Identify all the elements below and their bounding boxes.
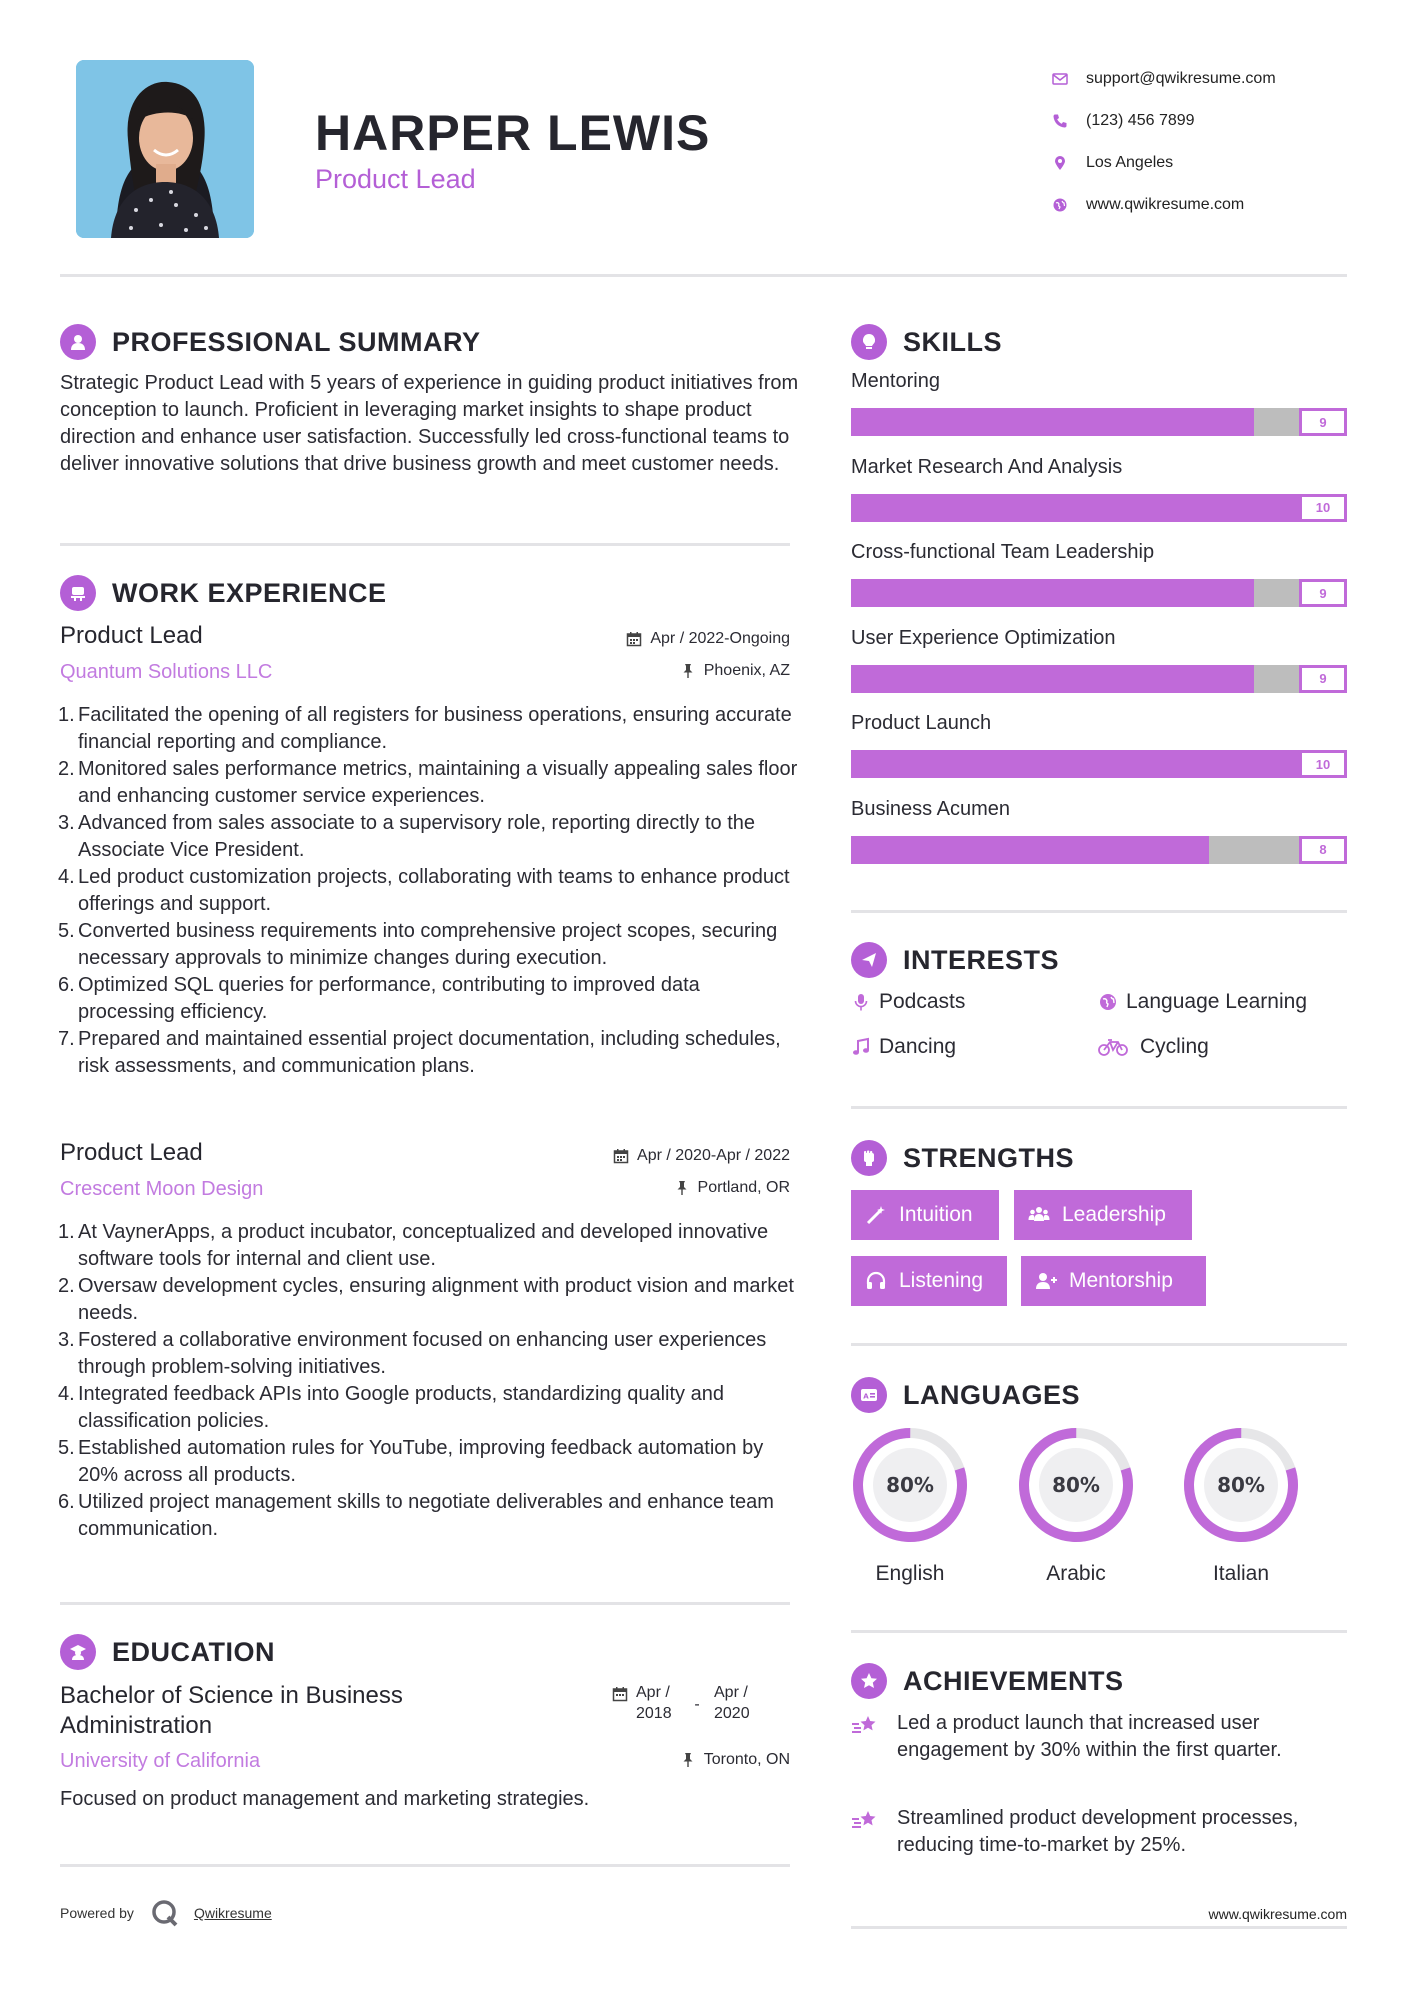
strength-label: Mentorship (1069, 1269, 1173, 1292)
profile-photo (76, 60, 254, 238)
job-bullets (60, 1219, 800, 1543)
education-location-text: Toronto, ON (703, 1751, 790, 1768)
strength-tag (851, 1190, 999, 1240)
fist-icon (851, 1140, 887, 1176)
contact-email[interactable] (1052, 58, 1382, 100)
skills-heading (851, 324, 1002, 360)
lightbulb-icon (851, 324, 887, 360)
skill-name: Product Launch (851, 712, 992, 734)
powered-by-label: Powered by (60, 1905, 134, 1921)
languages-heading (851, 1377, 1080, 1413)
contact-location-text: Los Angeles (1086, 154, 1174, 171)
contact-website-text: www.qwikresume.com (1086, 196, 1245, 213)
language-progress-ring (1181, 1425, 1301, 1545)
job-bullets (60, 702, 800, 1080)
skill-score: 8 (1299, 836, 1347, 864)
star-badge-icon (851, 1663, 887, 1699)
list-item: Monitored sales performance metrics, maintaining a visually appealing sales floor and enhancing customer service experiences. (78, 758, 798, 807)
skill-score: 10 (1299, 750, 1347, 778)
summary-divider (60, 543, 790, 546)
education-heading (60, 1634, 275, 1670)
paper-plane-icon (851, 942, 887, 978)
list-item: Optimized SQL queries for performance, contributing to improved data processing efficiency. (78, 974, 700, 1023)
job-location (680, 662, 790, 680)
achievements-heading (851, 1663, 1124, 1699)
user-plus-icon (1035, 1270, 1057, 1292)
skill-bar (851, 665, 1347, 693)
language-percent: 80% (1217, 1473, 1265, 1497)
job-dates (613, 1147, 790, 1165)
degree-title: Bachelor of Science in Business Administration (60, 1682, 403, 1739)
interests-divider (851, 1106, 1347, 1109)
job-title: Product Lead (60, 622, 203, 649)
candidate-name: HARPER LEWIS (315, 105, 711, 161)
interests-heading (851, 942, 1059, 978)
job-location (674, 1179, 790, 1197)
education-location (680, 1751, 790, 1769)
contact-website[interactable] (1052, 184, 1382, 226)
language-name: Arabic (1046, 1562, 1106, 1585)
powered-by (60, 1898, 272, 1928)
list-item: Fostered a collaborative environment focused on enhancing user experiences through problem-solving initiatives. (78, 1329, 767, 1378)
pushpin-icon (680, 663, 696, 679)
language-progress-ring (1016, 1425, 1136, 1545)
job-dates-text: Apr / 2020-Apr / 2022 (637, 1147, 790, 1164)
strengths-heading (851, 1140, 1074, 1176)
education-description: Focused on product management and marketing strategies. (60, 1788, 590, 1810)
school-name: University of California (60, 1750, 261, 1772)
music-note-icon (851, 1036, 879, 1058)
globe-icon (1098, 991, 1126, 1013)
skill-bar (851, 836, 1347, 864)
education-title: EDUCATION (112, 1636, 275, 1667)
summary-text: Strategic Product Lead with 5 years of experience in guiding product initiatives from conception to launch. Proficient in leveraging market insights to shape product direction and enhance user satisfaction. Successfully led cross-functional teams to deliver innovative solutions that drive business growth and meet customer needs. (60, 372, 799, 475)
list-item: Established automation rules for YouTube, improving feedback automation by 20% across all products. (78, 1437, 764, 1486)
date-separator: - (694, 1696, 700, 1713)
bicycle-icon (1098, 1036, 1140, 1058)
language-item (1181, 1425, 1301, 1586)
footer-divider (851, 1926, 1347, 1929)
strength-tag (1021, 1256, 1206, 1306)
job-company: Quantum Solutions LLC (60, 661, 273, 683)
svg-text:A: A (863, 1392, 870, 1401)
headphones-icon (865, 1270, 887, 1292)
list-item: Led product customization projects, collaborating with teams to enhance product offerings and support. (78, 866, 790, 915)
skill-bar-fill (851, 579, 1254, 607)
interest-label: Dancing (879, 1035, 957, 1058)
strength-tag (1014, 1190, 1192, 1240)
skill-name: Mentoring (851, 370, 940, 392)
experience-title: WORK EXPERIENCE (112, 577, 387, 608)
contact-phone-text: (123) 456 7899 (1086, 112, 1195, 129)
skill-name: User Experience Optimization (851, 626, 1116, 649)
calendar-icon (613, 1148, 629, 1164)
skills-title: SKILLS (903, 326, 1003, 357)
experience-heading (60, 575, 387, 611)
list-item: Advanced from sales associate to a supervisory role, reporting directly to the Associate Vice President. (78, 812, 755, 861)
footer-url[interactable]: www.qwikresume.com (1208, 1906, 1347, 1922)
interest-item (851, 1035, 956, 1059)
skill-bar (851, 408, 1347, 436)
users-icon (1028, 1204, 1050, 1226)
skill-bar (851, 579, 1347, 607)
envelope-icon (1052, 69, 1086, 89)
shooting-star-icon (851, 1805, 897, 1859)
list-item: Integrated feedback APIs into Google products, standardizing quality and classification policies. (78, 1383, 724, 1432)
qwikresume-logo-icon (150, 1898, 180, 1928)
language-name: English (875, 1562, 945, 1585)
language-percent: 80% (1052, 1473, 1100, 1497)
list-item: Facilitated the opening of all registers for business operations, ensuring accurate financial reporting and compliance. (78, 704, 792, 753)
pushpin-icon (674, 1180, 690, 1196)
education-end: Apr / 2020 (714, 1684, 750, 1722)
achievement-item (851, 1805, 1347, 1859)
language-item (1016, 1425, 1136, 1586)
job-dates-text: Apr / 2022-Ongoing (650, 630, 790, 647)
strengths-title: STRENGTHS (903, 1142, 1075, 1173)
list-item: Oversaw development cycles, ensuring alignment with product vision and market needs. (78, 1275, 794, 1324)
education-start: Apr / 2018 (636, 1684, 672, 1722)
list-item: At VaynerApps, a product incubator, conceptualized and developed innovative software tools for internal and client use. (78, 1221, 769, 1270)
language-card-icon (851, 1377, 887, 1413)
education-dates (612, 1682, 758, 1724)
skill-score: 9 (1299, 665, 1347, 693)
summary-heading (60, 324, 481, 360)
strength-label: Intuition (899, 1203, 973, 1226)
skill-score: 10 (1299, 494, 1347, 522)
interest-item (851, 990, 965, 1014)
skill-name: Cross-functional Team Leadership (851, 541, 1155, 563)
interest-item (1098, 1035, 1209, 1059)
skill-score: 9 (1299, 579, 1347, 607)
achievements-title: ACHIEVEMENTS (903, 1665, 1124, 1696)
interest-item (1098, 990, 1307, 1014)
job-dates (626, 630, 790, 648)
microphone-icon (851, 991, 879, 1013)
strength-label: Leadership (1062, 1203, 1166, 1226)
skill-bar-fill (851, 494, 1299, 522)
language-progress-ring (850, 1425, 970, 1545)
job-location-text: Portland, OR (697, 1179, 790, 1196)
shooting-star-icon (851, 1710, 897, 1764)
job-title: Product Lead (60, 1139, 203, 1166)
education-divider (60, 1864, 790, 1867)
experience-divider (60, 1602, 790, 1605)
contact-list (1052, 58, 1382, 226)
calendar-icon (626, 631, 642, 647)
strength-tag (851, 1256, 1007, 1306)
job-company: Crescent Moon Design (60, 1178, 264, 1200)
skill-bar-fill (851, 665, 1254, 693)
list-item: Converted business requirements into comprehensive project scopes, securing necessary approvals to minimize changes during execution. (78, 920, 778, 969)
header-divider (60, 274, 1347, 277)
contact-location (1052, 142, 1382, 184)
pushpin-icon (680, 1752, 696, 1768)
magic-wand-icon (865, 1204, 887, 1226)
list-item: Prepared and maintained essential project documentation, including schedules, risk assessments, and communication plans. (78, 1028, 781, 1077)
briefcase-icon (60, 575, 96, 611)
brand-link[interactable]: Qwikresume (193, 1905, 272, 1921)
skill-bar (851, 750, 1347, 778)
achievement-item (851, 1710, 1347, 1764)
skill-name: Business Acumen (851, 797, 1010, 820)
languages-title: LANGUAGES (903, 1379, 1081, 1410)
calendar-icon (612, 1686, 628, 1702)
skill-bar (851, 494, 1347, 522)
job-location-text: Phoenix, AZ (703, 662, 790, 679)
skill-score: 9 (1299, 408, 1347, 436)
strengths-divider (851, 1343, 1347, 1346)
interest-label: Cycling (1140, 1035, 1209, 1058)
contact-email-text: support@qwikresume.com (1086, 70, 1276, 87)
skill-bar-fill (851, 750, 1299, 778)
interests-title: INTERESTS (903, 944, 1060, 975)
achievement-text: Led a product launch that increased user engagement by 30% within the first quarter. (897, 1712, 1282, 1761)
graduate-icon (60, 1634, 96, 1670)
language-name: Italian (1212, 1562, 1270, 1585)
summary-title: PROFESSIONAL SUMMARY (112, 326, 481, 357)
strength-label: Listening (899, 1269, 984, 1292)
language-percent: 80% (886, 1473, 934, 1497)
skill-bar-fill (851, 408, 1254, 436)
candidate-role: Product Lead (315, 164, 476, 194)
skills-divider (851, 910, 1347, 913)
phone-icon (1052, 111, 1086, 131)
contact-phone[interactable] (1052, 100, 1382, 142)
skill-name: Market Research And Analysis (851, 455, 1123, 478)
interest-label: Language Learning (1126, 990, 1308, 1013)
languages-divider (851, 1630, 1347, 1633)
achievement-text: Streamlined product development processes, reducing time-to-market by 25%. (897, 1807, 1299, 1856)
language-item (850, 1425, 970, 1586)
location-pin-icon (1052, 153, 1086, 173)
skill-bar-fill (851, 836, 1209, 864)
list-item: Utilized project management skills to negotiate deliverables and enhance team communication. (78, 1491, 774, 1540)
user-icon (60, 324, 96, 360)
interest-label: Podcasts (879, 990, 966, 1013)
globe-icon (1052, 195, 1086, 215)
